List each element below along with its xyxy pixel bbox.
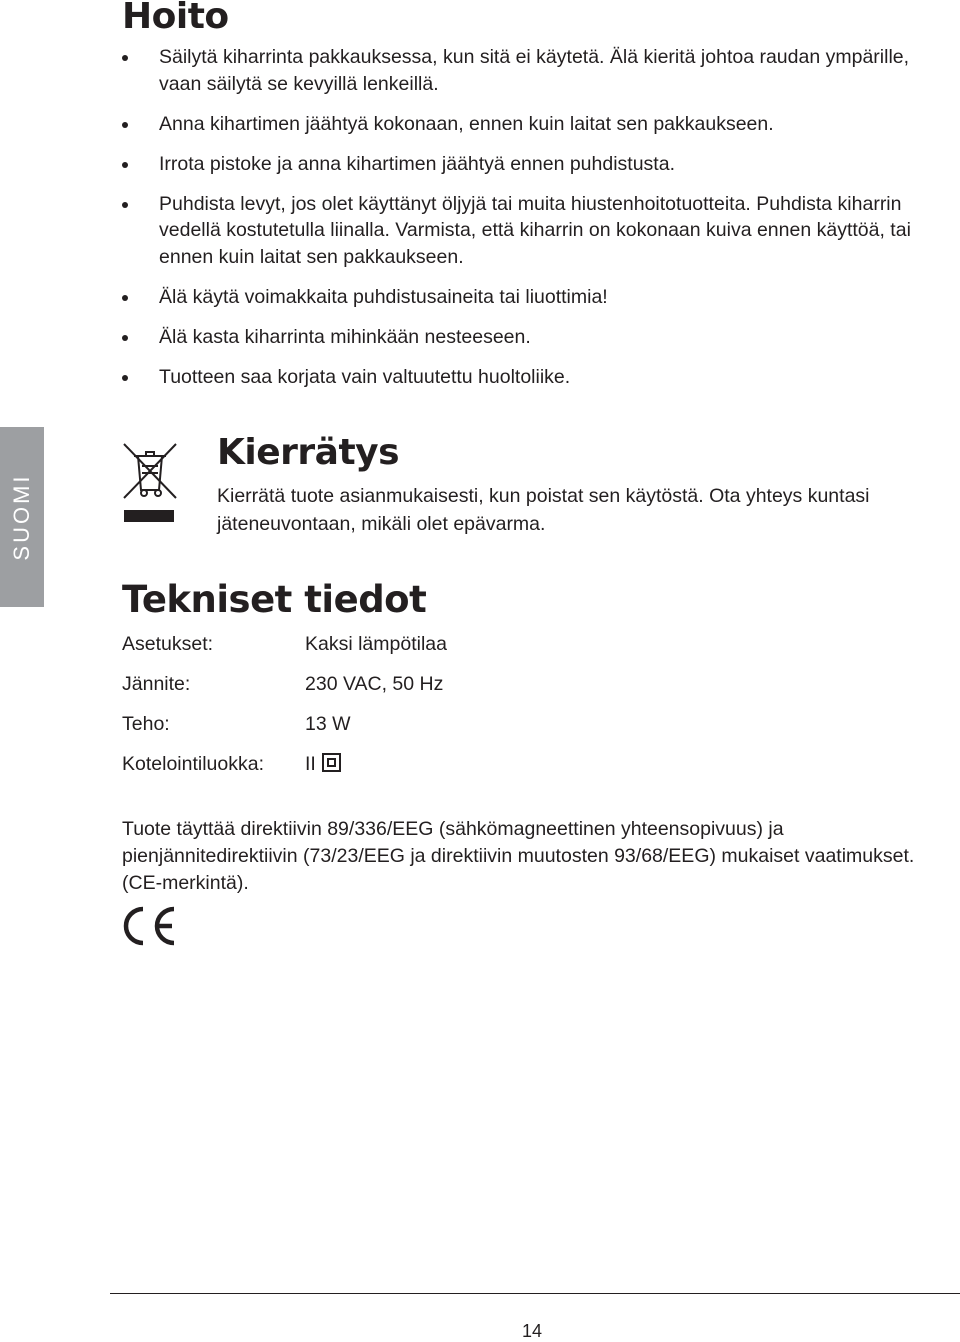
spec-label: Asetukset: [122, 633, 214, 655]
care-item-text: Anna kihartimen jäähtyä kokonaan, ennen kuin laitat sen pakkaukseen. [159, 112, 774, 135]
page-number: 14 [522, 1321, 543, 1341]
specs-heading: Tekniset tiedot [122, 578, 427, 621]
language-label: SUOMI [9, 473, 34, 561]
care-item [122, 324, 922, 351]
care-heading: Hoito [122, 0, 229, 37]
spec-label: Kotelointiluokka: [122, 753, 265, 775]
double-insulation-icon [322, 753, 341, 772]
recycling-heading: Kierrätys [217, 432, 400, 473]
spec-value: II [305, 753, 316, 775]
care-item [122, 111, 922, 138]
spec-value: 13 W [305, 713, 351, 735]
bullet-icon [122, 335, 128, 341]
bullet-icon [122, 202, 128, 208]
care-item [122, 284, 922, 311]
care-item [122, 44, 922, 97]
bullet-icon [122, 295, 128, 301]
care-item [122, 191, 922, 271]
care-item-text: Tuotteen saa korjata vain valtuutettu huoltoliike. [159, 365, 571, 388]
spec-label: Teho: [122, 713, 170, 735]
care-item-text: Puhdista levyt, jos olet käyttänyt öljyjä tai muita hiustenhoitotuotteita. Puhdista kiharrin vedellä kostutetulla liinalla. Varmista, että kiharrin on kokonaan kuiva ennen käyttöä, tai ennen kuin laitat sen pakkaukseen. [159, 192, 911, 268]
bullet-icon [122, 55, 128, 61]
care-item-text: Irrota pistoke ja anna kihartimen jäähtyä ennen puhdistusta. [159, 152, 675, 175]
recycling-text: Kierrätä tuote asianmukaisesti, kun poistat sen käytöstä. Ota yhteys kuntasi jäteneuvontaan, mikäli olet epävarma. [217, 485, 870, 535]
language-side-tab [0, 427, 44, 607]
care-item [122, 364, 922, 391]
weee-crossed-bin-icon [118, 440, 182, 528]
ce-mark-icon [122, 905, 178, 947]
compliance-text: Tuote täyttää direktiivin 89/336/EEG (sähkömagneettinen yhteensopivuus) ja pienjännitedirektiivin (73/23/EEG ja direktiivin muutosten 93/68/EEG) mukaiset vaatimukset. (CE-merkintä). [122, 818, 915, 894]
spec-value: 230 VAC, 50 Hz [305, 673, 444, 695]
care-item-text: Älä kasta kiharrinta mihinkään nesteeseen. [159, 325, 531, 348]
care-item [122, 151, 922, 178]
footer-divider [110, 1293, 960, 1294]
spec-label: Jännite: [122, 673, 191, 695]
care-list [122, 44, 922, 404]
care-item-text: Älä käytä voimakkaita puhdistusaineita tai liuottimia! [159, 285, 608, 308]
bullet-icon [122, 122, 128, 128]
care-item-text: Säilytä kiharrinta pakkauksessa, kun sitä ei käytetä. Älä kieritä johtoa raudan ympärille, vaan säilytä se kevyillä lenkeillä. [159, 46, 910, 95]
spec-value-wrap [305, 750, 341, 778]
bullet-icon [122, 375, 128, 381]
bullet-icon [122, 162, 128, 168]
spec-value: Kaksi lämpötilaa [305, 633, 447, 655]
